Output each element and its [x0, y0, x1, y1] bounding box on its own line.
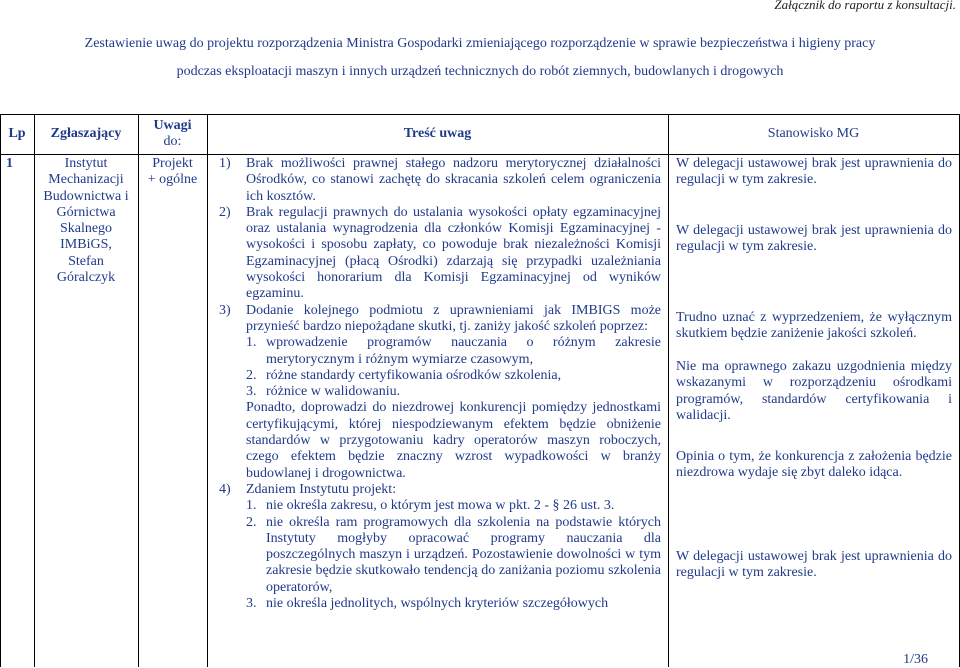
remark-continuation: Ponadto, doprowadzi do niezdrowej konkurencji pomiędzy jednostkami certyfikującymi, której niespodziewanym efektem będzie obniżenie standardów w przygotowaniu kadry operatorów maszyn roboczych, czego efektem będzie znaczny wzrost wypadkowości w branży budowlanej i drogownictwa.: [246, 400, 661, 481]
submitter-line: Skalnego: [59, 221, 113, 237]
remark-subitem: [246, 515, 661, 596]
remark-item-2: [219, 205, 661, 303]
remark-subitem: [246, 384, 661, 400]
response-1: W delegacji ustawowej brak jest uprawnienia do regulacji w tym zakresie.: [676, 156, 952, 188]
header-divider: [0, 154, 960, 155]
document-title-line-2: podczas eksploatacji maszyn i innych urządzeń technicznych do robót ziemnych, budowlanych i drogowych: [176, 64, 784, 79]
header-lp: Lp: [8, 126, 26, 141]
subitem-text: różne standardy certyfikowania ośrodków szkolenia,: [266, 367, 562, 383]
subitem-number: 2.: [246, 514, 257, 530]
remarks-to-line: Projekt: [152, 156, 193, 171]
submitter-line: Instytut: [64, 156, 108, 171]
remark-text: Brak regulacji prawnych do ustalania wysokości opłaty egzaminacyjnej oraz ustalania wynagrodzenia dla członków Komisji Egzaminacyjnej - wysokości i sposobu zapłaty, co powoduje brak niezależności Komisji Egzaminacyjnej (płacą Ośrodki) zdarzają się przypadki uzależniania wysokości honorarium dla Komisji Egzaminacyjnej od wyników egzaminu.: [246, 204, 661, 302]
submitter-line: Góralczyk: [56, 270, 116, 286]
remark-number: 4): [219, 481, 231, 497]
subitem-number: 3.: [246, 384, 257, 400]
submitter-line: Mechanizacji: [48, 172, 124, 188]
header-remarks-to-line-1: Uwagi: [153, 118, 192, 133]
table-border-top: [0, 114, 960, 115]
response-3c: Opinia o tym, że konkurencja z założenia będzie niezdrowa wydaje się zbyt daleko idąca.: [676, 449, 952, 481]
remark-text: Dodanie kolejnego podmiotu z uprawnieniami jak IMBIGS może przynieść bardzo niepożądane skutki, tj. zaniży jakość szkoleń poprzez:: [246, 302, 661, 334]
subitem-number: 2.: [246, 367, 257, 383]
subitem-number: 1.: [246, 498, 257, 514]
remark-number: 1): [219, 156, 231, 171]
column-divider: [207, 114, 208, 667]
subitem-text: nie określa ram programowych dla szkolenia na podstawie których Instytuty mogłyby opracować programy nauczania dla poszczególnych maszyn i urządzeń. Pozostawienie dowolności w tym zakresie będzie skutkowało tendencją do zaniżania poziomu szkolenia operatorów,: [266, 514, 661, 595]
row-remarks-to: [138, 156, 207, 189]
remark-subitem: [246, 368, 661, 384]
row-lp: 1: [6, 156, 13, 171]
column-divider: [668, 114, 669, 667]
page-number: 1/36: [903, 652, 928, 667]
remark-subitem: [246, 335, 661, 368]
remark-text: Zdaniem Instytutu projekt:: [246, 481, 397, 497]
subitem-text: wprowadzenie programów nauczania o różnym zakresie merytorycznym i różnym wymiarze czasowym,: [266, 335, 661, 367]
header-submitter: Zgłaszający: [50, 126, 122, 141]
remark-number: 3): [219, 302, 231, 318]
header-remarks-to-line-2: do:: [163, 134, 182, 149]
remark-item-1: [219, 156, 661, 205]
response-4: W delegacji ustawowej brak jest uprawnienia do regulacji w tym zakresie.: [676, 549, 952, 581]
header-remarks-to: [138, 118, 207, 150]
remark-number: 2): [219, 204, 231, 220]
submitter-line: IMBiGS,: [60, 237, 112, 253]
column-divider: [138, 114, 139, 667]
submitter-line: Budownictwa i: [43, 188, 129, 204]
header-content: Treść uwag: [403, 126, 472, 141]
submitter-line: Stefan: [68, 253, 104, 269]
annex-label: Załącznik do raportu z konsultacji.: [774, 0, 956, 12]
document-title-line-1: Zestawienie uwag do projektu rozporządzenia Ministra Gospodarki zmieniającego rozporządzenie w sprawie bezpieczeństwa i higieny pracy: [84, 36, 876, 51]
submitter-line: Górnictwa: [56, 204, 116, 220]
subitem-text: nie określa zakresu, o którym jest mowa w pkt. 2 - § 26 ust. 3.: [266, 498, 615, 514]
remark-item-3: [219, 303, 661, 482]
remarks-table: [0, 114, 960, 667]
subitem-number: 3.: [246, 596, 257, 612]
row-content: [219, 156, 661, 612]
remarks-to-line: + ogólne: [147, 172, 198, 188]
remark-text: Brak możliwości prawnej stałego nadzoru merytorycznej działalności Ośrodków, co stanowi zachętę do skracania szkoleń celem ograniczenia ich kosztów.: [246, 156, 661, 204]
subitem-number: 1.: [246, 335, 257, 351]
subitem-text: nie określa jednolitych, wspólnych kryteriów szczegółowych: [266, 596, 609, 612]
response-2: W delegacji ustawowej brak jest uprawnienia do regulacji w tym zakresie.: [676, 223, 952, 255]
remark-subitem: [246, 596, 661, 612]
table-border-left: [0, 114, 1, 667]
header-position: Stanowisko MG: [767, 126, 860, 141]
row-submitter: [34, 156, 138, 286]
response-3a: Trudno uznać z wyprzedzeniem, że wyłącznym skutkiem będzie zaniżenie jakości szkoleń.: [676, 310, 952, 342]
remark-item-4: [219, 482, 661, 612]
subitem-text: różnice w walidowaniu.: [266, 384, 401, 400]
remark-subitem: [246, 498, 661, 514]
response-3b: Nie ma oprawnego zakazu uzgodnienia między wskazanymi w rozporządzeniu ośrodkami programów, standardów certyfikowania i walidacji.: [676, 359, 952, 423]
